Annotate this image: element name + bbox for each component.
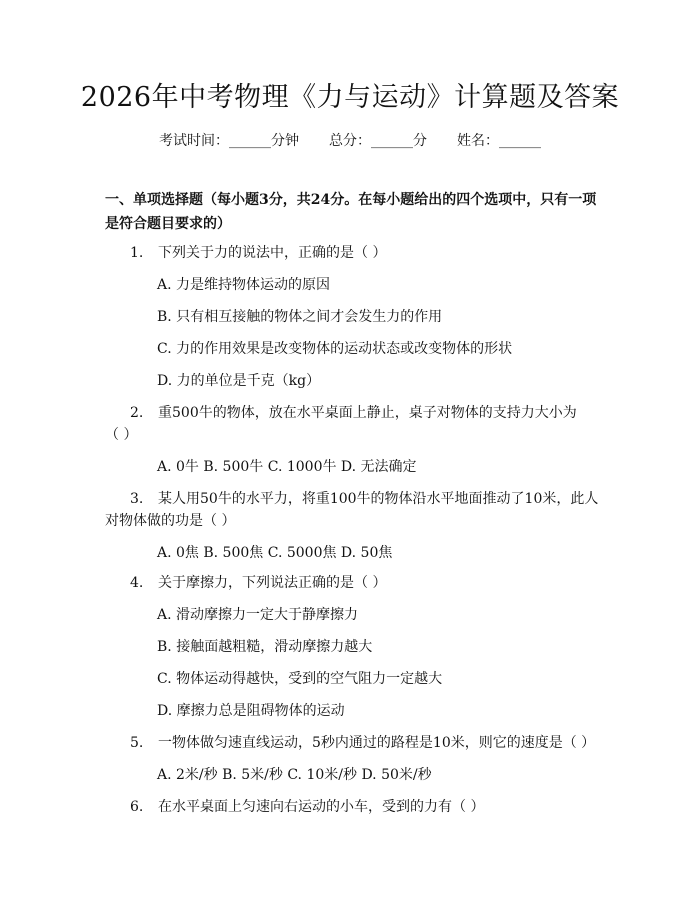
question-1: [130, 242, 386, 264]
score-unit: 分: [413, 133, 427, 149]
question-number: 3.: [130, 491, 144, 507]
question-number: 4.: [130, 575, 144, 591]
question-number: 6.: [130, 799, 144, 815]
option-c: C. 物体运动得越快，受到的空气阻力一定越大: [157, 671, 443, 687]
option-a: A. 滑动摩擦力一定大于静摩擦力: [157, 607, 359, 623]
name-label: 姓名：: [457, 133, 499, 149]
question-4: [130, 572, 386, 594]
question-stem: 重500牛的物体，放在水平桌面上静止，桌子对物体的支持力大小为: [158, 405, 577, 421]
option-b: B. 只有相互接触的物体之间才会发生力的作用: [157, 309, 443, 325]
option-c: C. 力的作用效果是改变物体的运动状态或改变物体的形状: [157, 341, 513, 357]
question-3: [130, 488, 598, 510]
question-stem-continued: （ ）: [105, 427, 138, 443]
option-b: B. 接触面越粗糙，滑动摩擦力越大: [157, 639, 373, 655]
question-number: 5.: [130, 735, 144, 751]
time-unit: 分钟: [271, 133, 299, 149]
options-line: A. 2米/秒 B. 5米/秒 C. 10米/秒 D. 50米/秒: [157, 767, 432, 783]
question-stem-continued: 对物体做的功是（ ）: [105, 513, 236, 529]
question-stem: 关于摩擦力，下列说法正确的是（ ）: [158, 575, 387, 591]
question-2: [130, 402, 577, 424]
section-heading: 一、单项选择题（每小题3分，共24分。在每小题给出的四个选项中，只有一项是符合题目要求的）: [105, 192, 597, 232]
question-number: 2.: [130, 405, 144, 421]
option-d: D. 摩擦力总是阻碍物体的运动: [157, 703, 345, 719]
question-number: 1.: [130, 245, 144, 261]
options-line: A. 0牛 B. 500牛 C. 1000牛 D. 无法确定: [157, 459, 417, 475]
name-blank: ______: [499, 133, 541, 149]
question-5: [130, 732, 595, 754]
question-stem: 在水平桌面上匀速向右运动的小车，受到的力有（ ）: [158, 799, 485, 815]
question-stem: 一物体做匀速直线运动，5秒内通过的路程是10米，则它的速度是（ ）: [158, 735, 596, 751]
exam-info-line: [0, 131, 700, 151]
score-label: 总分：: [329, 133, 371, 149]
time-label: 考试时间：: [159, 133, 229, 149]
option-d: D. 力的单位是千克（kg）: [157, 373, 321, 389]
score-blank: ______: [371, 133, 413, 149]
time-blank: ______: [229, 133, 271, 149]
question-6: [130, 796, 484, 818]
question-stem: 某人用50牛的水平力，将重100牛的物体沿水平地面推动了10米，此人: [158, 491, 599, 507]
option-a: A. 力是维持物体运动的原因: [157, 277, 331, 293]
page-title: 2026年中考物理《力与运动》计算题及答案: [80, 82, 620, 113]
question-stem: 下列关于力的说法中，正确的是（ ）: [158, 245, 387, 261]
options-line: A. 0焦 B. 500焦 C. 5000焦 D. 50焦: [157, 545, 393, 561]
